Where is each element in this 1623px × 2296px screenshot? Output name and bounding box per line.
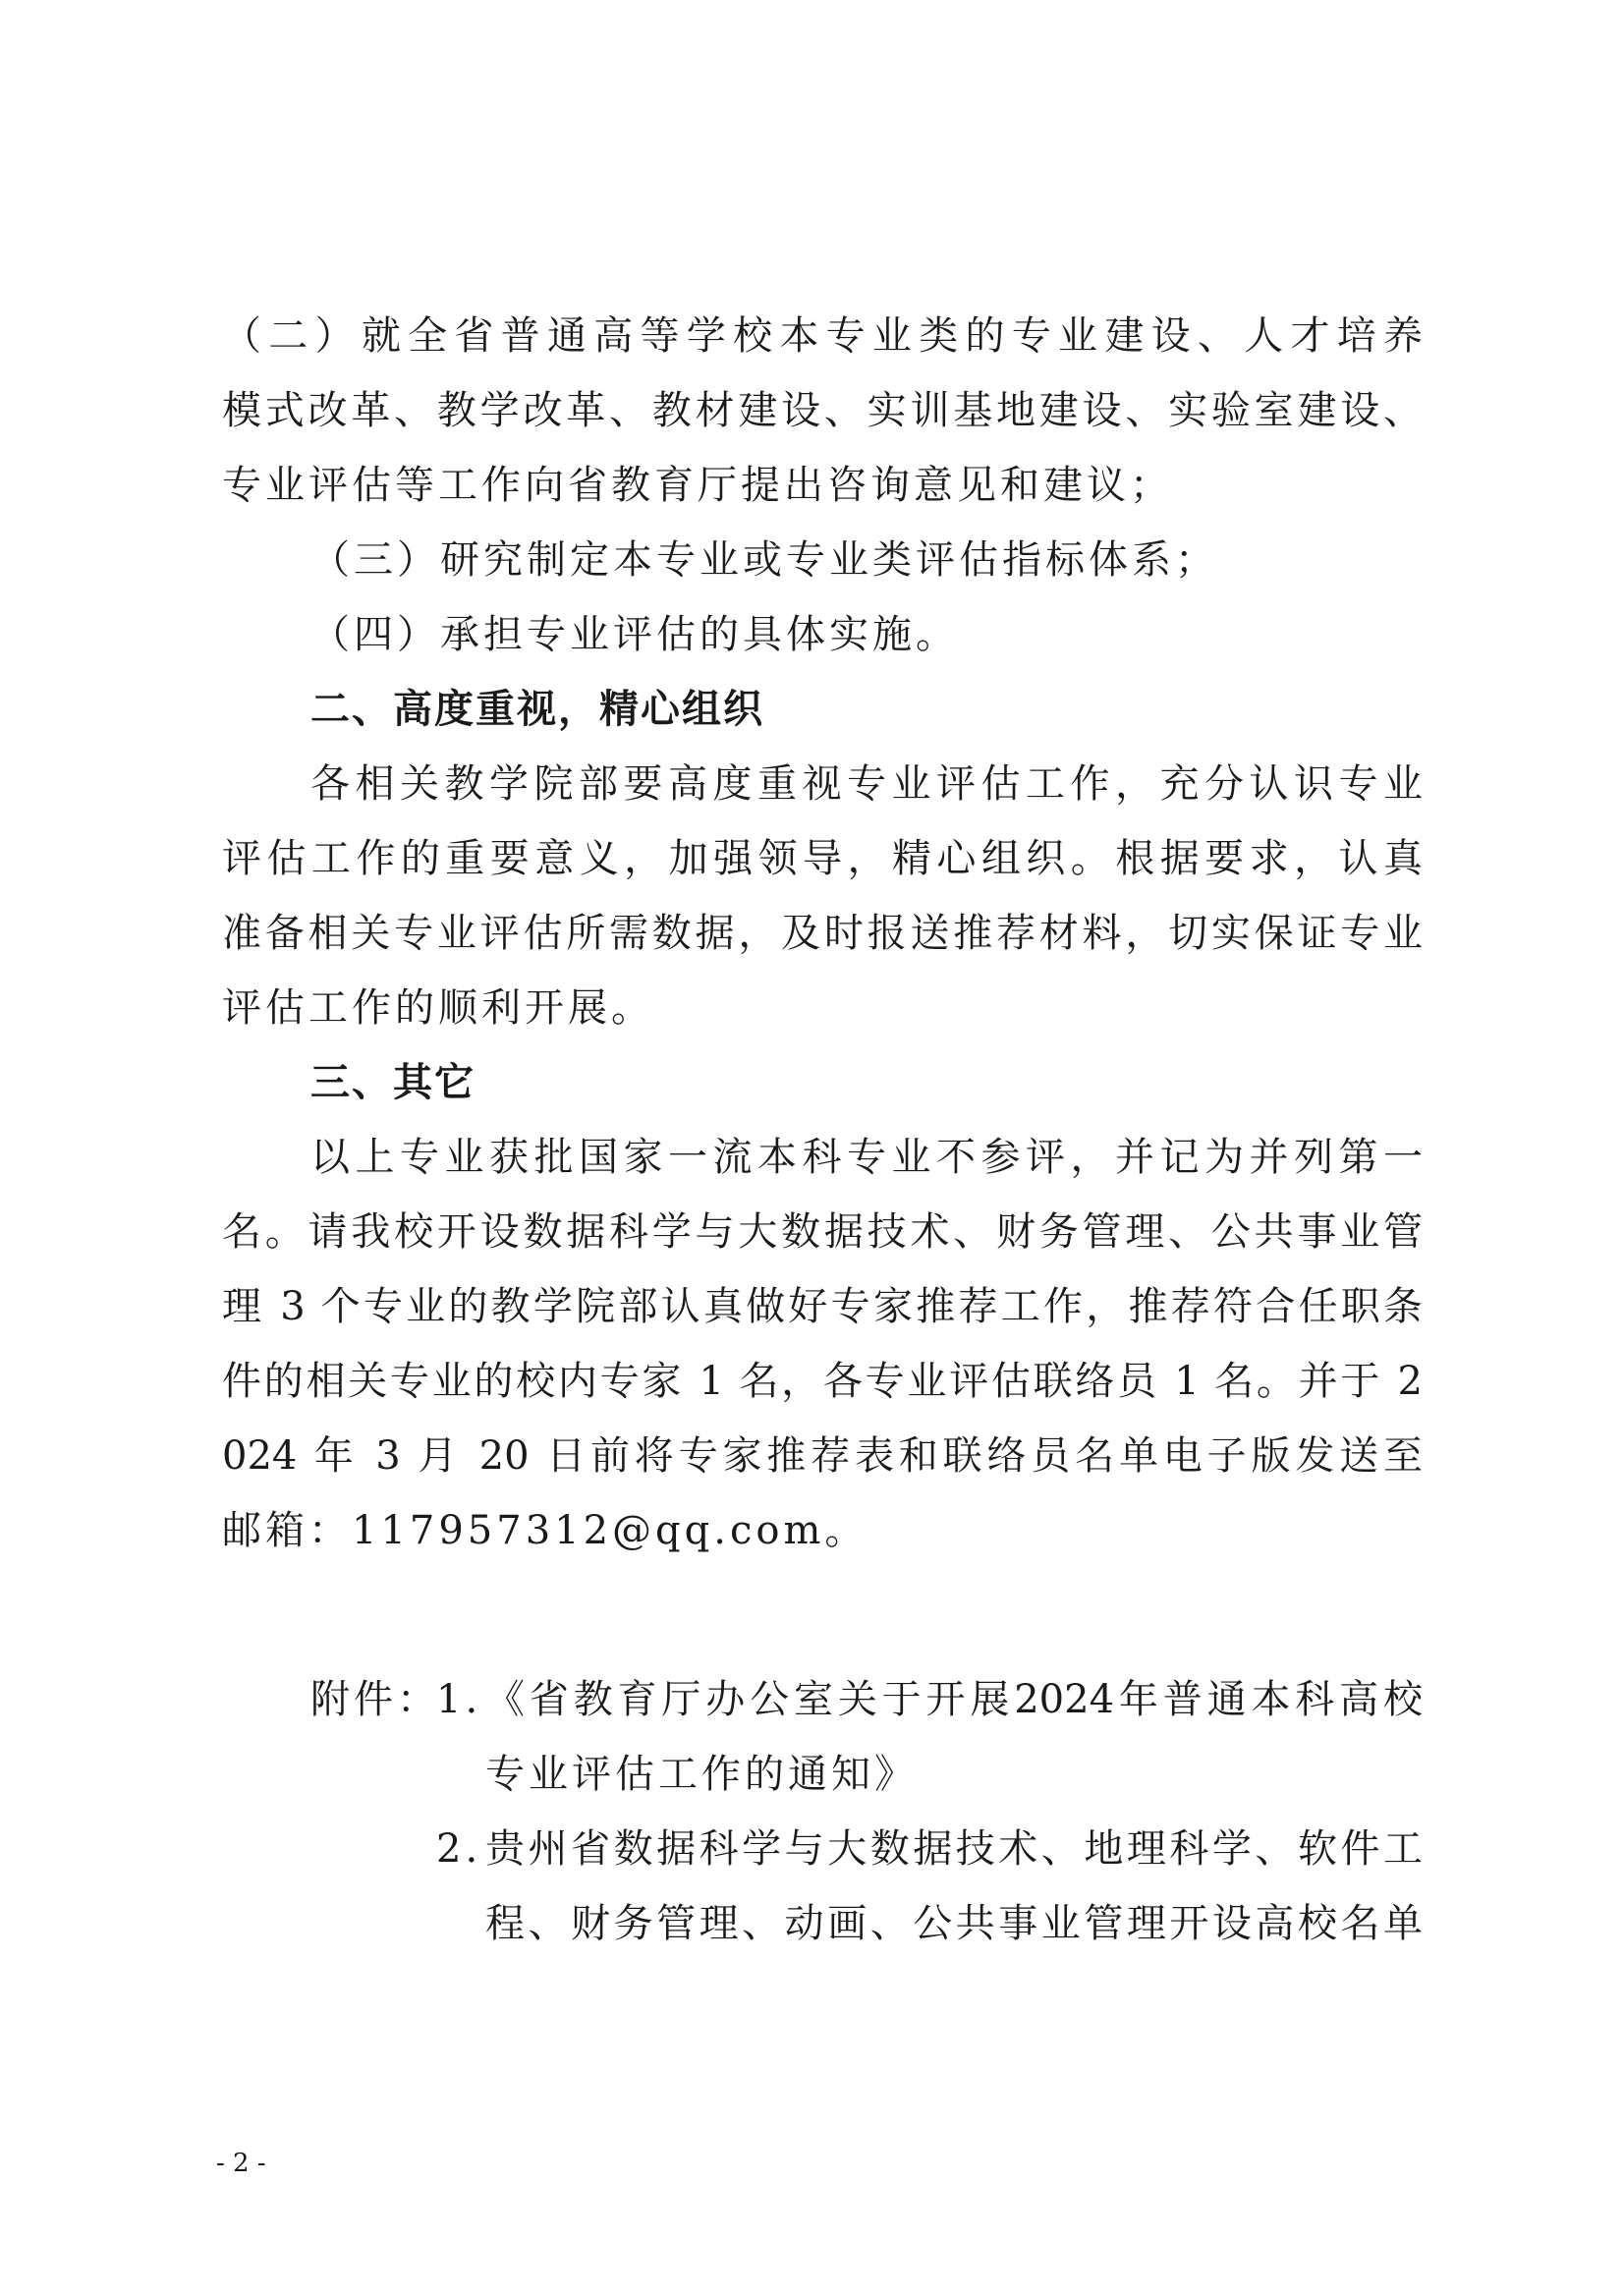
section-three-line6: 邮箱：117957312@qq.com。 [222, 1508, 868, 1553]
section-two-line1: 各相关教学院部要高度重视专业评估工作，充分认识专业 [310, 761, 1423, 807]
section-two-line2: 评估工作的重要意义，加强领导，精心组织。根据要求，认真 [222, 836, 1423, 881]
section-two-heading: 二、高度重视，精心组织 [310, 687, 764, 732]
section-three-line2: 名。请我校开设数据科学与大数据技术、财务管理、公共事业管 [222, 1209, 1423, 1255]
item2-line3: 专业评估等工作向省教育厅提出咨询意见和建议； [222, 463, 1173, 508]
item2-line2: 模式改革、教学改革、教材建设、实训基地建设、实验室建设、 [222, 388, 1423, 433]
section-two-line4: 评估工作的顺利开展。 [222, 985, 654, 1031]
attachment-2-number: 2. [436, 1826, 482, 1872]
attachment-2-line2: 程、财务管理、动画、公共事业管理开设高校名单 [485, 1901, 1423, 1946]
attachment-2-line1: 贵州省数据科学与大数据技术、地理科学、软件工 [485, 1826, 1423, 1872]
section-three-line5: 024 年 3 月 20 日前将专家推荐表和联络员名单电子版发送至 [222, 1433, 1423, 1479]
attachment-1-number: 1. [436, 1677, 482, 1722]
section-three-line4: 件的相关专业的校内专家 1 名，各专业评估联络员 1 名。并于 2 [222, 1359, 1423, 1404]
item2-line1: （二）就全省普通高等学校本专业类的专业建设、人才培养 [222, 313, 1423, 359]
item4-line: （四）承担专业评估的具体实施。 [310, 612, 959, 657]
attachments-label: 附件： [310, 1677, 440, 1722]
page-number: - 2 - [216, 2149, 266, 2178]
item3-line: （三）研究制定本专业或专业类评估指标体系； [310, 537, 1218, 583]
section-two-line3: 准备相关专业评估所需数据，及时报送推荐材料，切实保证专业 [222, 911, 1423, 956]
section-three-heading: 三、其它 [310, 1060, 476, 1105]
attachment-1-line2: 专业评估工作的通知》 [485, 1752, 918, 1797]
attachment-1-line1: 《省教育厅办公室关于开展2024年普通本科高校 [485, 1677, 1423, 1722]
section-three-line3: 理 3 个专业的教学院部认真做好专家推荐工作，推荐符合任职条 [222, 1284, 1423, 1329]
section-three-line1: 以上专业获批国家一流本科专业不参评，并记为并列第一 [310, 1135, 1423, 1180]
